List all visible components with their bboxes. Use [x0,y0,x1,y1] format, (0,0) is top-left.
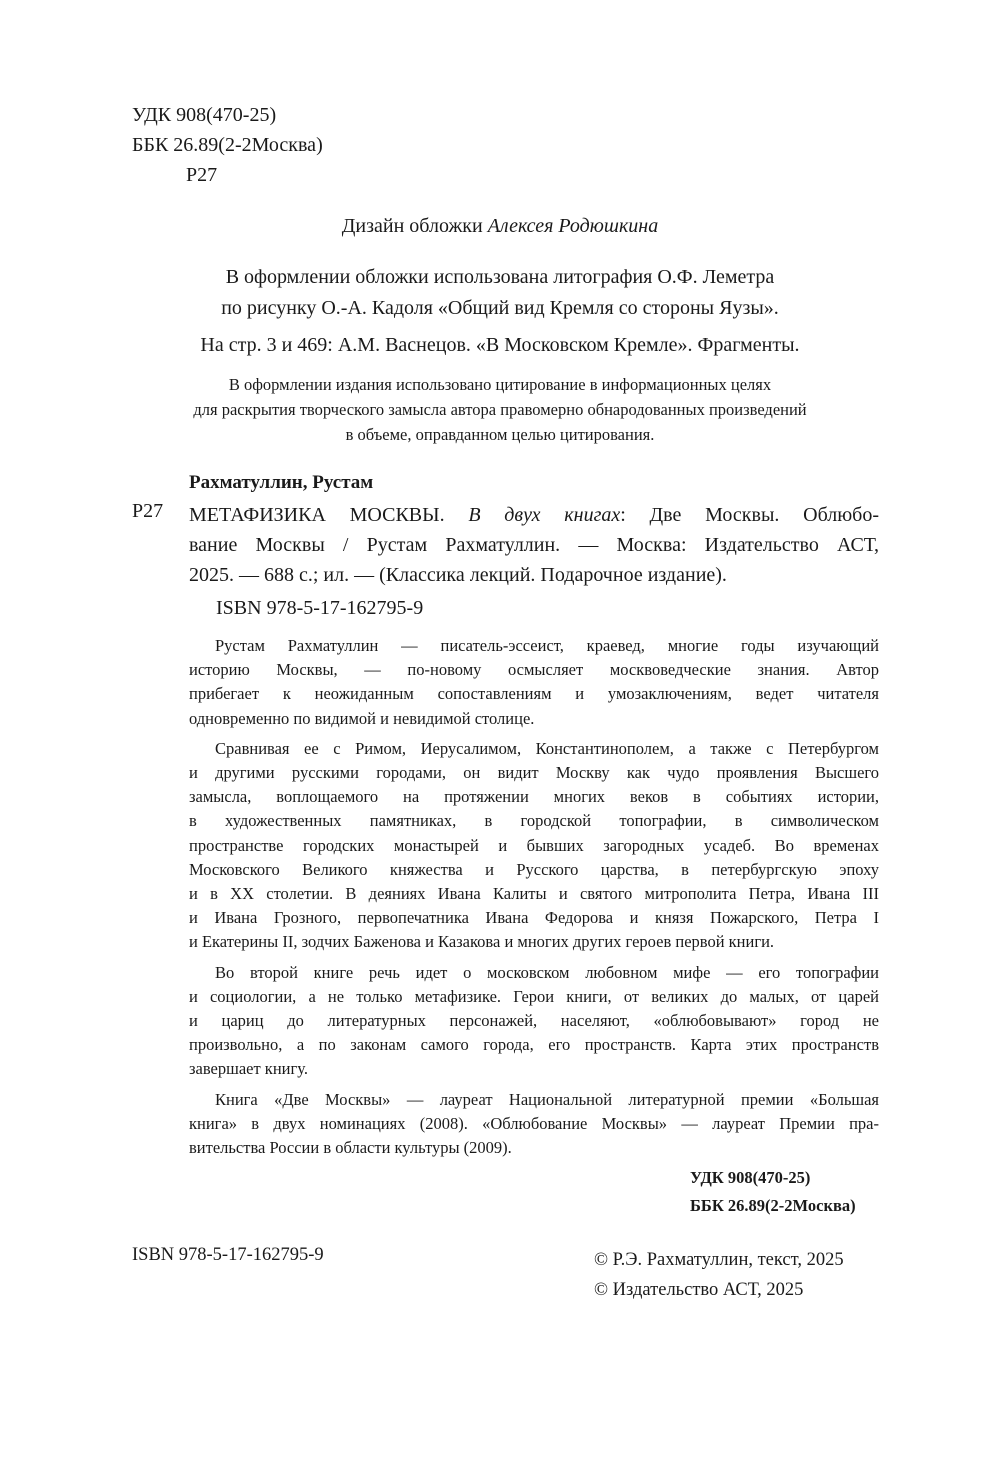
footer-bbk-code: ББК 26.89(2-2Москва) [690,1196,856,1215]
abstract-line: и цариц до литературных персонажей, населяют, «облюбовывают» город не [189,1011,879,1031]
abstract-line: вительства России в области культуры (2009). [189,1138,512,1158]
abstract-paragraph [189,737,879,955]
udk-code: УДК 908(470-25) [132,104,277,126]
lithograph-line: по рисунку О.-А. Кадоля «Общий вид Кремля со стороны Яузы». [221,297,779,319]
catalog-code: Р27 [132,500,164,522]
footer-udk-code: УДК 908(470-25) [690,1168,811,1187]
catalog-isbn: ISBN 978-5-17-162795-9 [216,597,424,619]
copyright-block [594,1245,844,1305]
copyright-author: © Р.Э. Рахматуллин, текст, 2025 [594,1250,844,1270]
catalog-subtitle: В двух книгах [468,504,621,526]
abstract-line: и в XX столетии. В деяниях Ивана Калиты и святого митрополита Петра, Ивана III [189,884,879,904]
abstract-line: Книга «Две Москвы» — лауреат Национальной литературной премии «Большая [215,1089,879,1109]
lithograph-line: В оформлении обложки использована литография О.Ф. Леметра [225,266,775,288]
abstract-line: Рустам Рахматуллин — писатель-эссеист, краевед, многие годы изучающий [215,636,879,655]
abstract-line: и Ивана Грозного, первопечатника Ивана Федорова и князя Пожарского, Петра I [189,908,879,928]
citation-line: для раскрытия творческого замысла автора правомерно обнародованных произведений [193,400,807,419]
catalog-entry [189,500,879,590]
abstract-line: книга» в двух номинациях (2008). «Облюбование Москвы» — лауреат Премии пра- [189,1113,879,1133]
abstract-paragraph [189,1088,879,1161]
abstract-line: историю Москвы, — по-новому осмысляет москвоведческие знания. Автор [189,660,879,680]
catalog-author: Рахматуллин, Рустам [189,472,374,493]
citation-line: в объеме, оправданном целью цитирования. [345,425,655,444]
abstract-line: Московского Великого княжества и Русского царства, в петербургскую эпоху [189,859,879,879]
footer-isbn: ISBN 978-5-17-162795-9 [132,1245,324,1265]
copyright-publisher: © Издательство АСТ, 2025 [594,1280,804,1300]
abstract-paragraph [189,961,879,1082]
cover-designer-name: Алексея Родюшкина [487,215,659,237]
abstract-line: прибегает к неожиданным сопоставлениям и умозаключениям, ведет читателя [189,684,879,704]
abstract-line: замысла, воплощаемого на протяжении многих веков в событиях истории, [189,787,879,807]
pages-illustration-note: На стр. 3 и 469: А.М. Васнецов. «В Московском Кремле». Фрагменты. [200,334,800,356]
catalog-title-rest: : Две Москвы. Облюбо- [620,504,879,526]
catalog-title: МЕТАФИЗИКА МОСКВЫ. [189,504,469,526]
abstract-line: Во второй книге речь идет о московском любовном мифе — его топографии [215,962,879,982]
lithograph-note [0,262,1000,324]
abstract-line: завершает книгу. [189,1059,308,1079]
abstract-line: одновременно по видимой и невидимой столице. [189,708,535,728]
abstract-line: в художественных памятниках, в городской топографии, в символическом [189,811,879,831]
cover-design-prefix: Дизайн обложки [341,215,488,237]
citation-line: В оформлении издания использовано цитирование в информационных целях [228,375,772,394]
catalog-entry-line: вание Москвы / Рустам Рахматуллин. — Москва: Издательство АСТ, [189,534,879,556]
author-mark: Р27 [186,164,218,186]
abstract-line: Сравнивая ее с Римом, Иерусалимом, Константинополем, а также с Петербургом [215,738,879,758]
book-abstract [189,634,879,1166]
abstract-line: и социологии, а не только метафизике. Герои книги, от великих до малых, от царей [189,986,879,1006]
abstract-line: и другими русскими городами, он видит Москву как чудо проявления Высшего [189,763,879,783]
classification-codes [132,100,323,190]
catalog-entry-line: 2025. — 688 с.; ил. — (Классика лекций. Подарочное издание). [189,564,727,586]
cover-design-credit [0,215,1000,238]
abstract-line: и Екатерины II, зодчих Баженова и Казакова и многих других героев первой книги. [189,932,775,952]
abstract-paragraph [189,634,879,731]
citation-note [0,372,1000,447]
bbk-code: ББК 26.89(2-2Москва) [132,134,323,156]
catalog-entry-line [189,500,879,530]
abstract-line: произвольно, а по законам самого города, его пространств. Карта этих пространств [189,1035,879,1055]
abstract-line: пространстве городских монастырей и бывших загородных усадеб. Во временах [189,835,879,855]
footer-classification-codes [690,1164,856,1220]
